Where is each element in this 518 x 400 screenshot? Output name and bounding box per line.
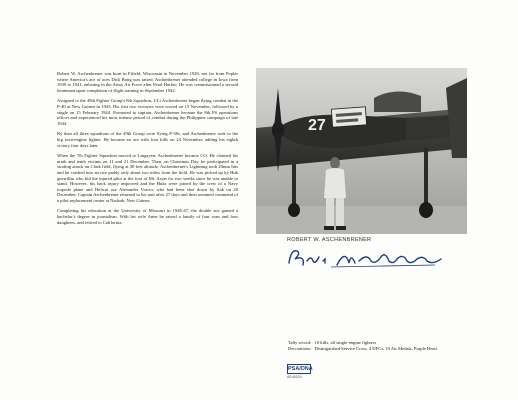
photo-caption: ROBERT W. ASCHENBRENER <box>287 237 372 243</box>
decorations-value: Distinguished Service Cross, 4 DFCs, 10 Air Medals, Purple Heart <box>314 345 438 351</box>
decorations-row <box>288 346 478 352</box>
bio-paragraph-5: Completing his education at the University of Missouri in 1946-47, the double ace gained a bachelor's degree in journalism. With his wife Anne he raised a family of four sons and four daughters, and retired to California. <box>57 208 238 225</box>
bio-paragraph-1: Robert W. Aschenbrener was born in Fifield, Wisconsin in November 1920, not far from Poplar where America's ace of aces Dick Bong was raised. Aschenbrener attended college in Iowa from 1939 to 1941, enlisting in the Army Air Force after Pearl Harbor. He was commissioned a second lieutenant upon completion of flight training in September 1942. <box>57 71 238 93</box>
nose-number: 27 <box>308 117 326 134</box>
bio-paragraph-4: When the 7th Fighter Squadron moved to Lingayen, Aschenbrener became CO. He claimed his ninth and tenth victims on 11 and 21 December. Then, on Christmas Day, he participated in a strafing attack on Clark field, flying at 30 feet altitude, Aschenbrener's Lightning took 20mm hits and he crashed into an rice paddy only about two miles from the field. He was picked up by Huk guerrillas who hid the injured pilot at the foot of Mt. Aryat for two weeks since he was unable to stand. However, his back injury improved and the Huks were joined by the crew of a Navy torpedo plane and Helicat ace Alexander Vraciu, who had been shot down by flak on 20 December. Captain Aschenbrener returned to his unit after 27 days and then assumed command of a pilot replacement center at Nadzab, New Guinea. <box>57 153 238 203</box>
stats-block <box>288 340 478 352</box>
p38-lightning-photo-icon <box>256 68 467 234</box>
psa-certification-code: AE40024 <box>287 375 302 379</box>
biography-text <box>57 71 238 230</box>
tally-label: Tally record: <box>288 340 312 345</box>
p38-lightning-photo <box>256 68 467 234</box>
bio-paragraph-2: Assigned to the 49th Fighter Group's 8th Squadron, 1/Lt Aschenbrener began flying combat in the P-40 at New Guinea in 1943. His first two victories were scored on 15 November, followed by a single on 15 February 1944. Promoted to captain, Aschenbrener became the 8th FS operations officer and experienced his most intense period of combat during the Philippine campaign of late 1944. <box>57 98 238 126</box>
tally-value: 10 kills, all single-engine fighters <box>314 340 377 345</box>
bio-paragraph-3: By then all three squadrons of the 49th Group were flying P-38s, and Aschenbrener took to the big twin-engine fighter. He became an ace with four kills on 24 November, adding his eighth victory four days later. <box>57 131 238 148</box>
psa-dna-logo: PSA/DNA <box>288 366 313 372</box>
decorations-label: Decorations: <box>288 345 312 351</box>
autograph-signature <box>285 243 445 271</box>
